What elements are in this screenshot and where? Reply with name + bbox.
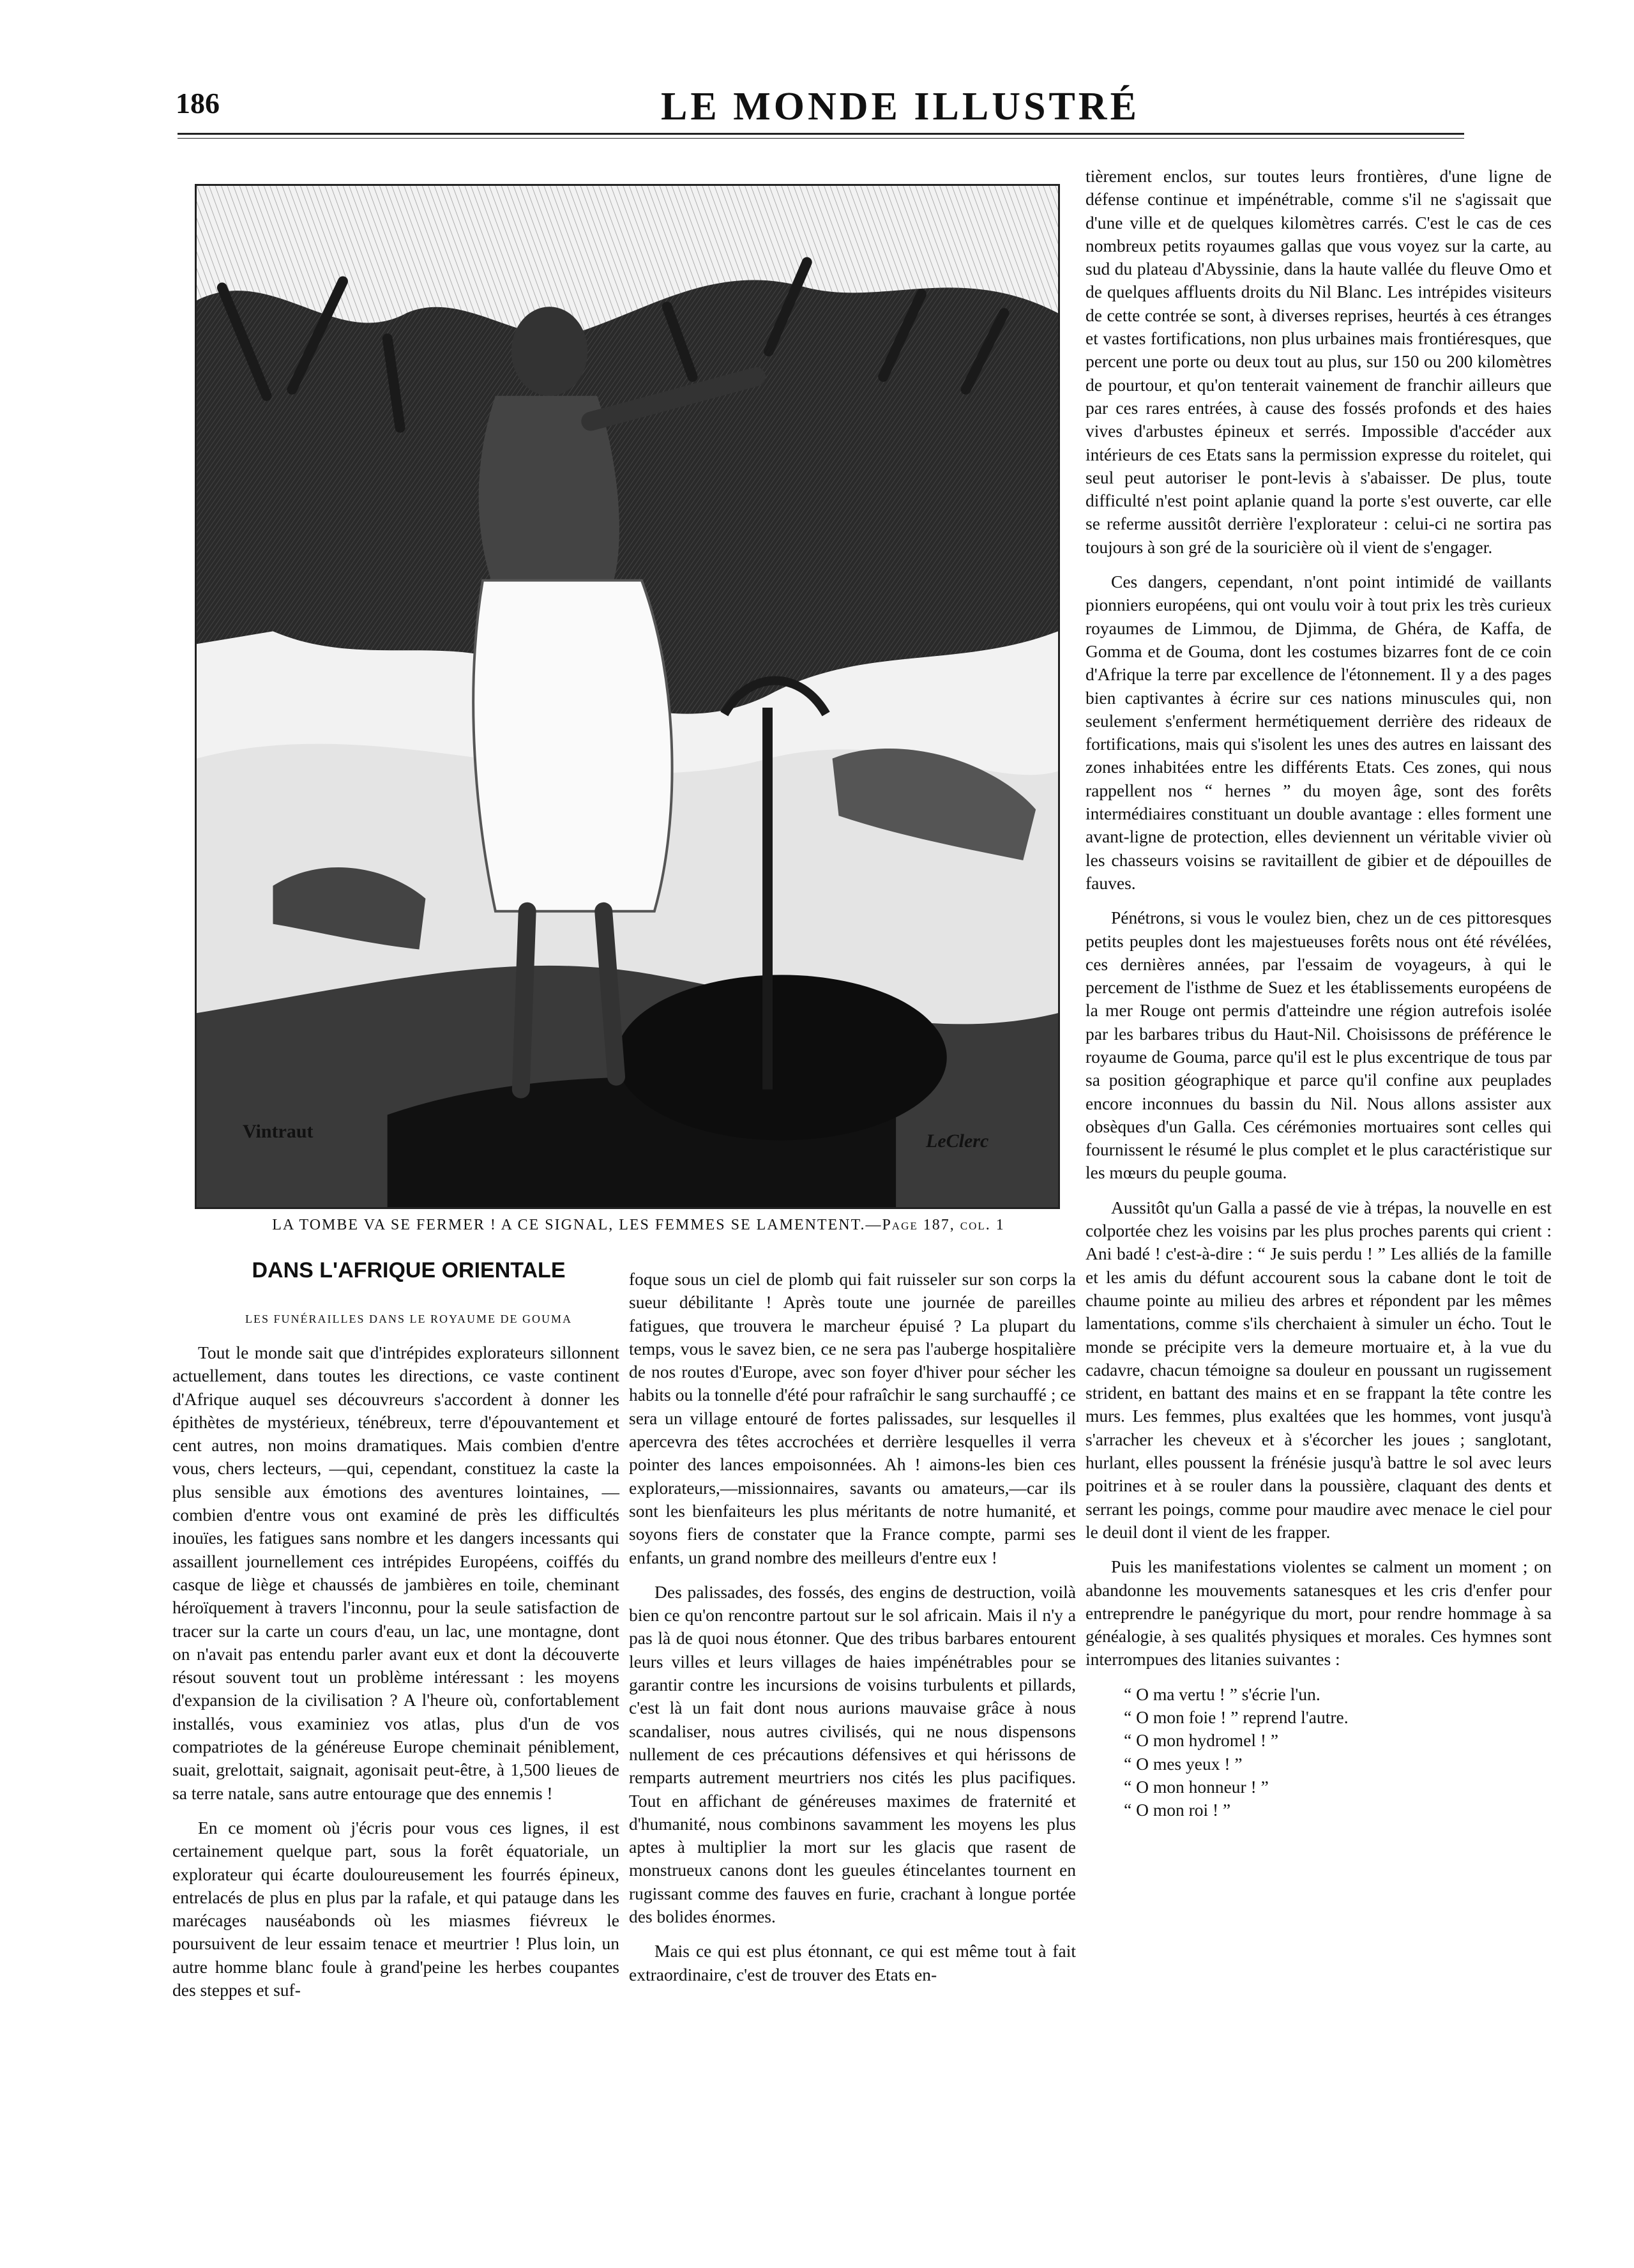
paragraph: Des palissades, des fossés, des engins de destruction, voilà bien ce qu'on rencontre partout sur le sol africain. Mais il n'y a pas là de quoi nous étonner. Que des tribus barbares entourent leurs villes et leurs villages de haies impénétrables pour se garantir contre les incursions de voisins turbulents et pillards, c'est là un fait dont nous aurions mauvaise grâce à nous scandaliser, nous autres civilisés, qui ne nous dispensons nullement de ces précautions défensives et qui hérissons de remparts autrement meurtriers nos cités les plus pacifiques. Tout en affichant de généreuses maximes de fraternité et d'humanité, nous combinons savamment les moyens les plus aptes à multiplier la mort sur les glacis que rasent de monstrueux canons dont les gueules étincelantes tournent en rugissant comme des fauves en furie, crachant à longue portée des bolides énormes. [629, 1581, 1076, 1927]
litany-item: “ O ma vertu ! ” s'écrie l'un. [1124, 1684, 1320, 1704]
litany-item: “ O mon hydromel ! ” [1124, 1730, 1279, 1751]
paragraph: tièrement enclos, sur toutes leurs frontières, d'une ligne de défense continue et impénétrable, comme s'il ne s'agissait que d'une ville et de quelques kilomètres carrés. C'est le cas de ces nombreux petits royaumes gallas que vous voyez sur la carte, au sud du plateau d'Abyssinie, dans la haute vallée du fleuve Omo et de quelques affluents droits du Nil Blanc. Les intrépides visiteurs de cette contrée se sont, à diverses reprises, heurtés à ces étranges et vastes fortifications, non plus urbaines mais frontiéresques, que percent une porte ou deux tout au plus, sur 150 ou 200 kilomètres de pourtour, et qu'on tenterait vainement de franchir ailleurs que par ces rares entrées, à cause des fossés profonds et des haies vives d'arbustes épineux et serrés. Impossible d'accéder aux intérieurs de ces Etats sans la permission expresse du roitelet, qui seul peut autoriser le pont-levis à s'abaisser. De plus, toute difficulté n'est point aplanie quand la porte s'est ouverte, car elle se referme aussitôt derrière l'explorateur : celui-ci ne sortira pas toujours à son gré de la souricière où il vient de s'engager. [1086, 166, 1552, 557]
page-number: 186 [176, 87, 220, 119]
engraving-illustration [195, 184, 1060, 1209]
litany-item: “ O mon foie ! ” reprend l'autre. [1124, 1707, 1349, 1727]
litany-item: “ O mon roi ! ” [1124, 1800, 1231, 1820]
litany-list [1124, 1683, 1552, 1822]
litany-item: “ O mes yeux ! ” [1124, 1753, 1243, 1774]
paragraph: Pénétrons, si vous le voulez bien, chez un de ces pittoresques petits peuples dont les majestueuses forêts nous ont été révélées, ces dernières années, par l'essaim de voyageurs, à qui le percement de l'isthme de Suez et les établissements européens de la mer Rouge ont permis d'atteindre une région autrefois isolée par les barbares tribus du Haut-Nil. Choisissons de préférence le royaume de Gouma, parce qu'il est le plus excentrique de tous par sa position géographique et parce qu'il confine aux peuplades encore inconnues du bassin du Nil. Nous allons assister aux obsèques d'un Galla. Ces cérémonies mortuaires sont celles qui fournissent le résumé le plus complet et le plus caractéristique sur les mœurs du peuple gouma. [1086, 908, 1552, 1183]
text-column-3 [1086, 165, 1552, 1822]
text-column-1 [172, 1341, 619, 2013]
paragraph: Mais ce qui est plus étonnant, ce qui est même tout à fait extraordinaire, c'est de trouver des Etats en- [629, 1941, 1076, 1984]
artist-signature: LeClerc [926, 1130, 989, 1152]
paragraph: En ce moment où j'écris pour vous ces lignes, il est certainement quelque part, sous la forêt équatoriale, un explorateur qui écarte douloureusement les fourrés épineux, entrelacés de plus en plus par la rafale, et qui patauge dans les marécages nauséabonds où les miasmes fiévreux le poursuivent de leur essaim tenace et meurtrier ! Plus loin, un autre homme blanc foule à grand'peine les herbes coupantes des steppes et suf- [172, 1817, 619, 2000]
paragraph: Tout le monde sait que d'intrépides explorateurs sillonnent actuellement, dans toutes les directions, ce vaste continent d'Afrique auquel ses découvreurs s'accordent à donner les épithètes de mystérieux, ténébreux, terre d'épouvantement et cent autres, non moins dramatiques. Mais combien d'entre vous, chers lecteurs, —qui, cependant, constituez la caste la plus sensible aux émotions des aventures lointaines, — combien d'entre vous ont examiné de près les difficultés inouïes, les fatigues sans nombre et les dangers incessants qui assaillent journellement ces intrépides Européens, coiffés du casque de liège et chaussés de jambières en toile, cheminant héroïquement à travers l'inconnu, pour la seule satisfaction de tracer sur la carte un cours d'eau, un lac, une montagne, dont on n'avait pas entendu parler avant eux et dont la découverte résout souvent tout un problème intéressant : les moyens d'expansion de la civilisation ? A l'heure où, confortablement installés, vous examiniez vos atlas, plus d'un de vos compatriotes de la généreuse Europe cheminait péniblement, suait, grelottait, saignait, agonisait peut-être, à 1,500 lieues de sa terre natale, sans autre entourage que des ennemis ! [172, 1343, 619, 1803]
masthead-title: LE MONDE ILLUSTRÉ [661, 85, 1140, 128]
article-title: DANS L'AFRIQUE ORIENTALE [252, 1258, 566, 1282]
litany-item: “ O mon honneur ! ” [1124, 1776, 1269, 1797]
illustration-caption: LA TOMBE VA SE FERMER ! A CE SIGNAL, LES FEMMES SE LAMENTENT.—Page 187, col. 1 [272, 1217, 1005, 1233]
header-rule [178, 133, 1464, 135]
paragraph: Aussitôt qu'un Galla a passé de vie à trépas, la nouvelle en est colportée chez les voisins par les plus proches parents qui crient : Ani badé ! c'est-à-dire : “ Je suis perdu ! ” Les alliés de la famille et les amis du défunt accourent sous la cabane dont le toit de chaume pointe au milieu des arbres et répondent par les mêmes lamentations, comme s'ils cherchaient à simuler un écho. Tout le monde se précipite vers la demeure mortuaire et, à la vue du cadavre, chacun témoigne sa douleur en poussant un rugissement strident, en battant des mains et en se frappant la tête contre les murs. Les femmes, plus exaltées que les hommes, vont jusqu'à s'arracher les cheveux et à s'écorcher les joues ; sanglotant, hurlant, elles poussent la frénésie jusqu'à battre le sol avec leurs poitrines et à se rouler dans la poussière, claquant des dents et serrant les poings, comme pour maudire avec menace le ciel pour le deuil dont il vient de les frapper. [1086, 1197, 1552, 1542]
header-rule-thin [178, 138, 1464, 139]
paragraph: foque sous un ciel de plomb qui fait ruisseler sur son corps la sueur débilitante ! Après toute une journée de pareilles fatigues, que trouvera le marcheur épuisé ? La plupart du temps, vous le savez bien, ce ne sera pas l'auberge hospitalière de nos routes d'Europe, avec son foyer d'hiver pour sécher les habits ou la tonnelle d'été pour rafraîchir le sang surchauffé ; ce sera un village entouré de fortes palissades, sur lesquelles il apercevra des têtes accrochées et derrière lesquelles il verra pointer des lances empoisonnées. Ah ! aimons-les bien ces explorateurs,—missionnaires, savants ou amateurs,—car ils sont les bienfaiteurs les plus méritants de notre humanité, et soyons fiers de constater que la France compte, parmi ses enfants, un grand nombre des meilleurs d'entre eux ! [629, 1269, 1076, 1567]
paragraph: Puis les manifestations violentes se calment un moment ; on abandonne les mouvements satanesques et les cris d'enfer pour entreprendre le panégyrique du mort, pour rendre hommage à sa généalogie, à ses qualités physiques et morales. Ces hymnes sont interrompues des litanies suivantes : [1086, 1556, 1552, 1670]
text-column-2 [629, 1268, 1076, 1998]
engraving-image [197, 186, 1058, 1207]
article-subtitle: LES FUNÉRAILLES DANS LE ROYAUME DE GOUMA [245, 1313, 572, 1325]
engraver-signature: Vintraut [243, 1121, 314, 1142]
paragraph: Ces dangers, cependant, n'ont point intimidé de vaillants pionniers européens, qui ont voulu voir à tout prix les très curieux royaumes de Limmou, de Djimma, de Ghéra, de Kaffa, de Gomma et de Gouma, dont les costumes bizarres font de ce coin d'Afrique la terre par excellence de l'étonnement. Il y a des pages bien captivantes à écrire sur ces nations minuscules qui, non seulement s'enferment hermétiquement derrière des rideaux de fortifications, mais qui s'isolent les unes des autres en laissant des zones inhabitées entre les différents Etats. Ces zones, qui nous rappellent nos “ hernes ” du moyen âge, sont des forêts intermédiaires constituant un double avantage : elles forment une avant-ligne de protection, elles deviennent un véritable vivier où les chasseurs voisins se ravitaillent de gibier et de dépouilles de fauves. [1086, 572, 1552, 893]
